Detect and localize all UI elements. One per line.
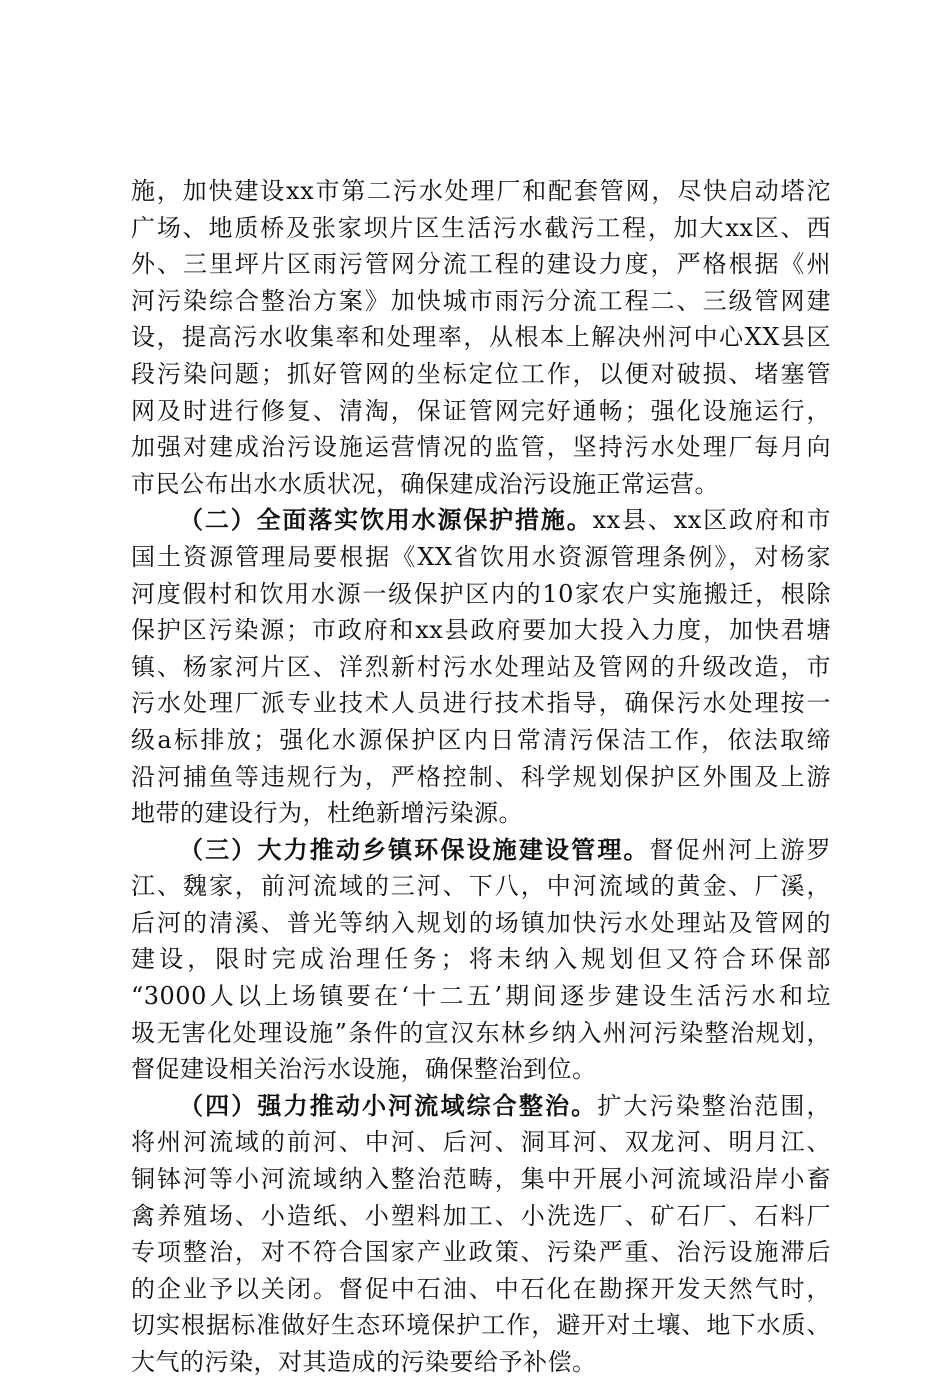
line-text: 广场、地质桥及张家坝片区生活污水截污工程，加大xx区、西 [131,213,831,242]
section-heading: （二）全面落实饮用水源保护措施。 [179,506,593,535]
line-text: 加强对建成治污设施运营情况的监管，坚持污水处理厂每月向 [131,433,831,462]
text-line [131,1234,831,1271]
line-text: 级a标排放；强化水源保护区内日常清污保洁工作，依法取缔 [131,725,831,754]
line-text: 禽养殖场、小造纸、小塑料加工、小洗选厂、矿石厂、石料厂 [131,1201,831,1230]
text-line [131,612,831,649]
line-text: 建设，限时完成治理任务；将未纳入规划但又符合环保部 [131,945,831,974]
line-text: 将州河流域的前河、中河、后河、洞耳河、双龙河、明月江、 [131,1128,831,1157]
text-line [131,173,831,210]
text-line [131,1344,831,1381]
line-text: 切实根据标准做好生态环境保护工作，避开对土壤、地下水质、 [131,1311,831,1340]
line-text: 后河的清溪、普光等纳入规划的场镇加快污水处理站及管网的 [131,908,831,937]
line-text: 专项整治，对不符合国家产业政策、污染严重、治污设施滞后 [131,1238,831,1267]
line-text: 污水处理厂派专业技术人员进行技术指导，确保污水处理按一 [131,689,831,718]
text-line [131,539,831,576]
text-line [131,356,831,393]
text-line [131,210,831,247]
line-text: 设，提高污水收集率和处理率，从根本上解决州河中心XX县区 [131,323,831,352]
line-text: 国土资源管理局要根据《XX省饮用水资源管理条例》，对杨家 [131,542,831,571]
text-line [131,466,831,503]
line-text: 河污染综合整治方案》加快城市雨污分流工程二、三级管网建 [131,286,831,315]
text-line [131,246,831,283]
line-text: 大气的污染，对其造成的污染要给予补偿。 [131,1348,597,1376]
text-line [131,868,831,905]
line-text: 施，加快建设xx市第二污水处理厂和配套管网，尽快启动塔沱 [131,177,831,205]
section-heading: （三）大力推动乡镇环保设施建设管理。 [179,835,650,864]
line-text: 沿河捕鱼等违规行为，严格控制、科学规划保护区外围及上游 [131,762,831,791]
text-line [131,1015,831,1052]
section-heading-line [131,502,831,539]
line-text: 外、三里坪片区雨污管网分流工程的建设力度，严格根据《州 [131,250,831,279]
text-line [131,685,831,722]
line-text: 镇、杨家河片区、洋烈新村污水处理站及管网的升级改造，市 [131,652,831,681]
section-heading: （四）强力推动小河流域综合整治。 [179,1091,598,1120]
text-line [131,576,831,613]
line-text: 市民公布出水水质状况，确保建成治污设施正常运营。 [131,469,719,498]
section-heading-line [131,832,831,869]
text-line [131,319,831,356]
line-text: “3000人以上场镇要在‘十二五’期间逐步建设生活污水和垃 [131,982,831,1011]
text-line [131,722,831,759]
line-text: 圾无害化处理设施”条件的宣汉东林乡纳入州河污染整治规划， [131,1018,831,1047]
line-text: 的企业予以关闭。督促中石油、中石化在勘探开发天然气时， [131,1274,831,1303]
line-text: 保护区污染源；市政府和xx县政府要加大投入力度，加快君塘 [131,616,831,645]
text-line [131,393,831,430]
text-line [131,795,831,832]
line-text: 扩大污染整治范围， [597,1091,831,1120]
body-text [131,173,831,1381]
text-line [131,941,831,978]
text-line [131,429,831,466]
line-text: 督促州河上游罗 [649,835,831,864]
text-line [131,1198,831,1235]
text-line [131,1051,831,1088]
section-heading-line [131,1088,831,1125]
line-text: 督促建设相关治污水设施，确保整治到位。 [131,1055,597,1084]
text-line [131,1307,831,1344]
text-line [131,905,831,942]
line-text: 江、魏家，前河流域的三河、下八，中河流域的黄金、厂溪， [131,872,831,901]
text-line [131,649,831,686]
line-text: 网及时进行修复、清淘，保证管网完好通畅；强化设施运行， [131,396,831,425]
line-text: 段污染问题；抓好管网的坐标定位工作，以便对破损、堵塞管 [131,359,831,388]
text-line [131,978,831,1015]
line-text: 河度假村和饮用水源一级保护区内的10家农户实施搬迁，根除 [131,579,831,608]
text-line [131,1124,831,1161]
line-text: 铜钵河等小河流域纳入整治范畴，集中开展小河流域沿岸小畜 [131,1165,831,1194]
text-line [131,1161,831,1198]
text-line [131,759,831,796]
text-line [131,1271,831,1308]
line-text: 地带的建设行为，杜绝新增污染源。 [131,799,523,828]
line-text: xx县、xx区政府和市 [592,506,831,535]
text-line [131,283,831,320]
